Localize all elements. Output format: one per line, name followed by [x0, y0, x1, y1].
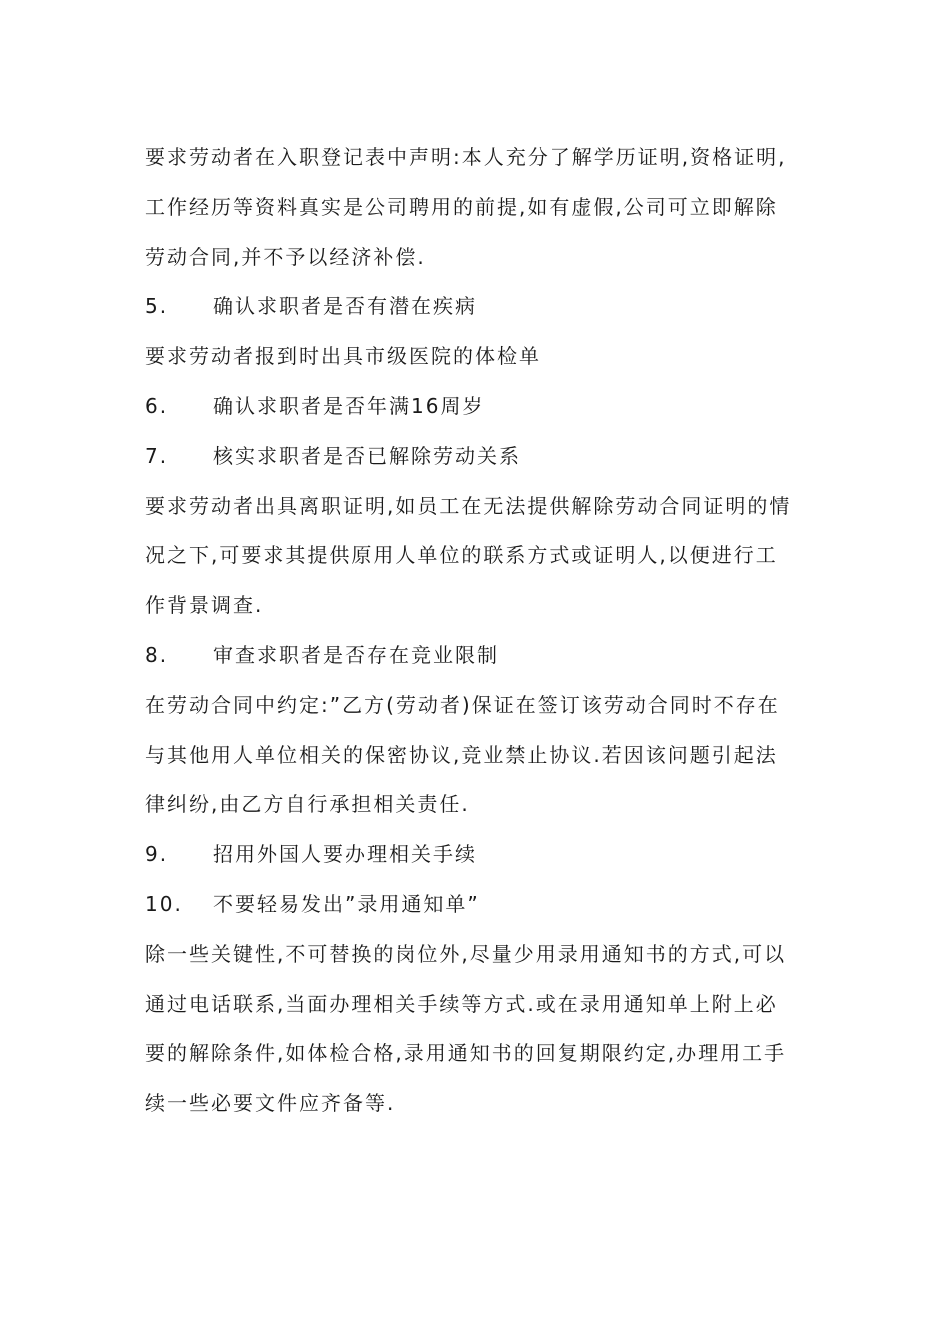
line-text: 律纠纷,由乙方自行承担相关责任. — [145, 792, 470, 817]
list-heading-text: 不要轻易发出”录用通知单” — [213, 891, 480, 916]
list-heading-text: 确认求职者是否有潜在疾病 — [213, 294, 477, 319]
line-text: 工作经历等资料真实是公司聘用的前提,如有虚假,公司可立即解除 — [145, 194, 778, 219]
line-text: 要求劳动者报到时出具市级医院的体检单 — [145, 344, 541, 369]
line-text: 要的解除条件,如体检合格,录用通知书的回复期限约定,办理用工手 — [145, 1041, 787, 1066]
paragraph-line — [145, 332, 815, 382]
line-text: 劳动合同,并不予以经济补偿. — [145, 244, 426, 269]
paragraph-line — [145, 531, 815, 581]
line-text: 作背景调查. — [145, 593, 264, 618]
list-number: 6. — [145, 393, 169, 418]
list-heading-text: 招用外国人要办理相关手续 — [213, 842, 477, 867]
paragraph-line — [145, 1079, 815, 1129]
list-number: 9. — [145, 842, 169, 867]
list-heading-text: 确认求职者是否年满16周岁 — [213, 393, 485, 418]
paragraph-line — [145, 731, 815, 781]
line-text: 要求劳动者出具离职证明,如员工在无法提供解除劳动合同证明的情 — [145, 493, 792, 518]
list-item-heading — [145, 631, 815, 681]
line-text: 在劳动合同中约定:”乙方(劳动者)保证在签订该劳动合同时不存在 — [145, 692, 780, 717]
paragraph-line — [145, 233, 815, 283]
list-item-heading — [145, 282, 815, 332]
list-number: 8. — [145, 642, 169, 667]
paragraph-line — [145, 780, 815, 830]
paragraph-line — [145, 133, 815, 183]
list-number: 7. — [145, 443, 169, 468]
list-heading-text: 审查求职者是否存在竞业限制 — [213, 642, 499, 667]
line-text: 要求劳动者在入职登记表中声明:本人充分了解学历证明,资格证明, — [145, 145, 787, 169]
list-heading-text: 核实求职者是否已解除劳动关系 — [213, 443, 521, 468]
list-item-heading — [145, 432, 815, 482]
list-item-heading — [145, 830, 815, 880]
list-item-heading — [145, 880, 815, 930]
line-text: 除一些关键性,不可替换的岗位外,尽量少用录用通知书的方式,可以 — [145, 941, 787, 966]
paragraph-line — [145, 482, 815, 532]
line-text: 续一些必要文件应齐备等. — [145, 1091, 396, 1116]
list-number: 10. — [145, 891, 183, 916]
paragraph-line — [145, 1029, 815, 1079]
paragraph-line — [145, 980, 815, 1030]
list-number: 5. — [145, 294, 169, 319]
paragraph-line — [145, 581, 815, 631]
list-item-heading — [145, 382, 815, 432]
line-text: 通过电话联系,当面办理相关手续等方式.或在录用通知单上附上必 — [145, 991, 778, 1016]
paragraph-line — [145, 183, 815, 233]
line-text: 况之下,可要求其提供原用人单位的联系方式或证明人,以便进行工 — [145, 543, 778, 568]
paragraph-line — [145, 930, 815, 980]
line-text: 与其他用人单位相关的保密协议,竞业禁止协议.若因该问题引起法 — [145, 742, 778, 767]
paragraph-line — [145, 681, 815, 731]
document-body — [145, 133, 815, 1129]
